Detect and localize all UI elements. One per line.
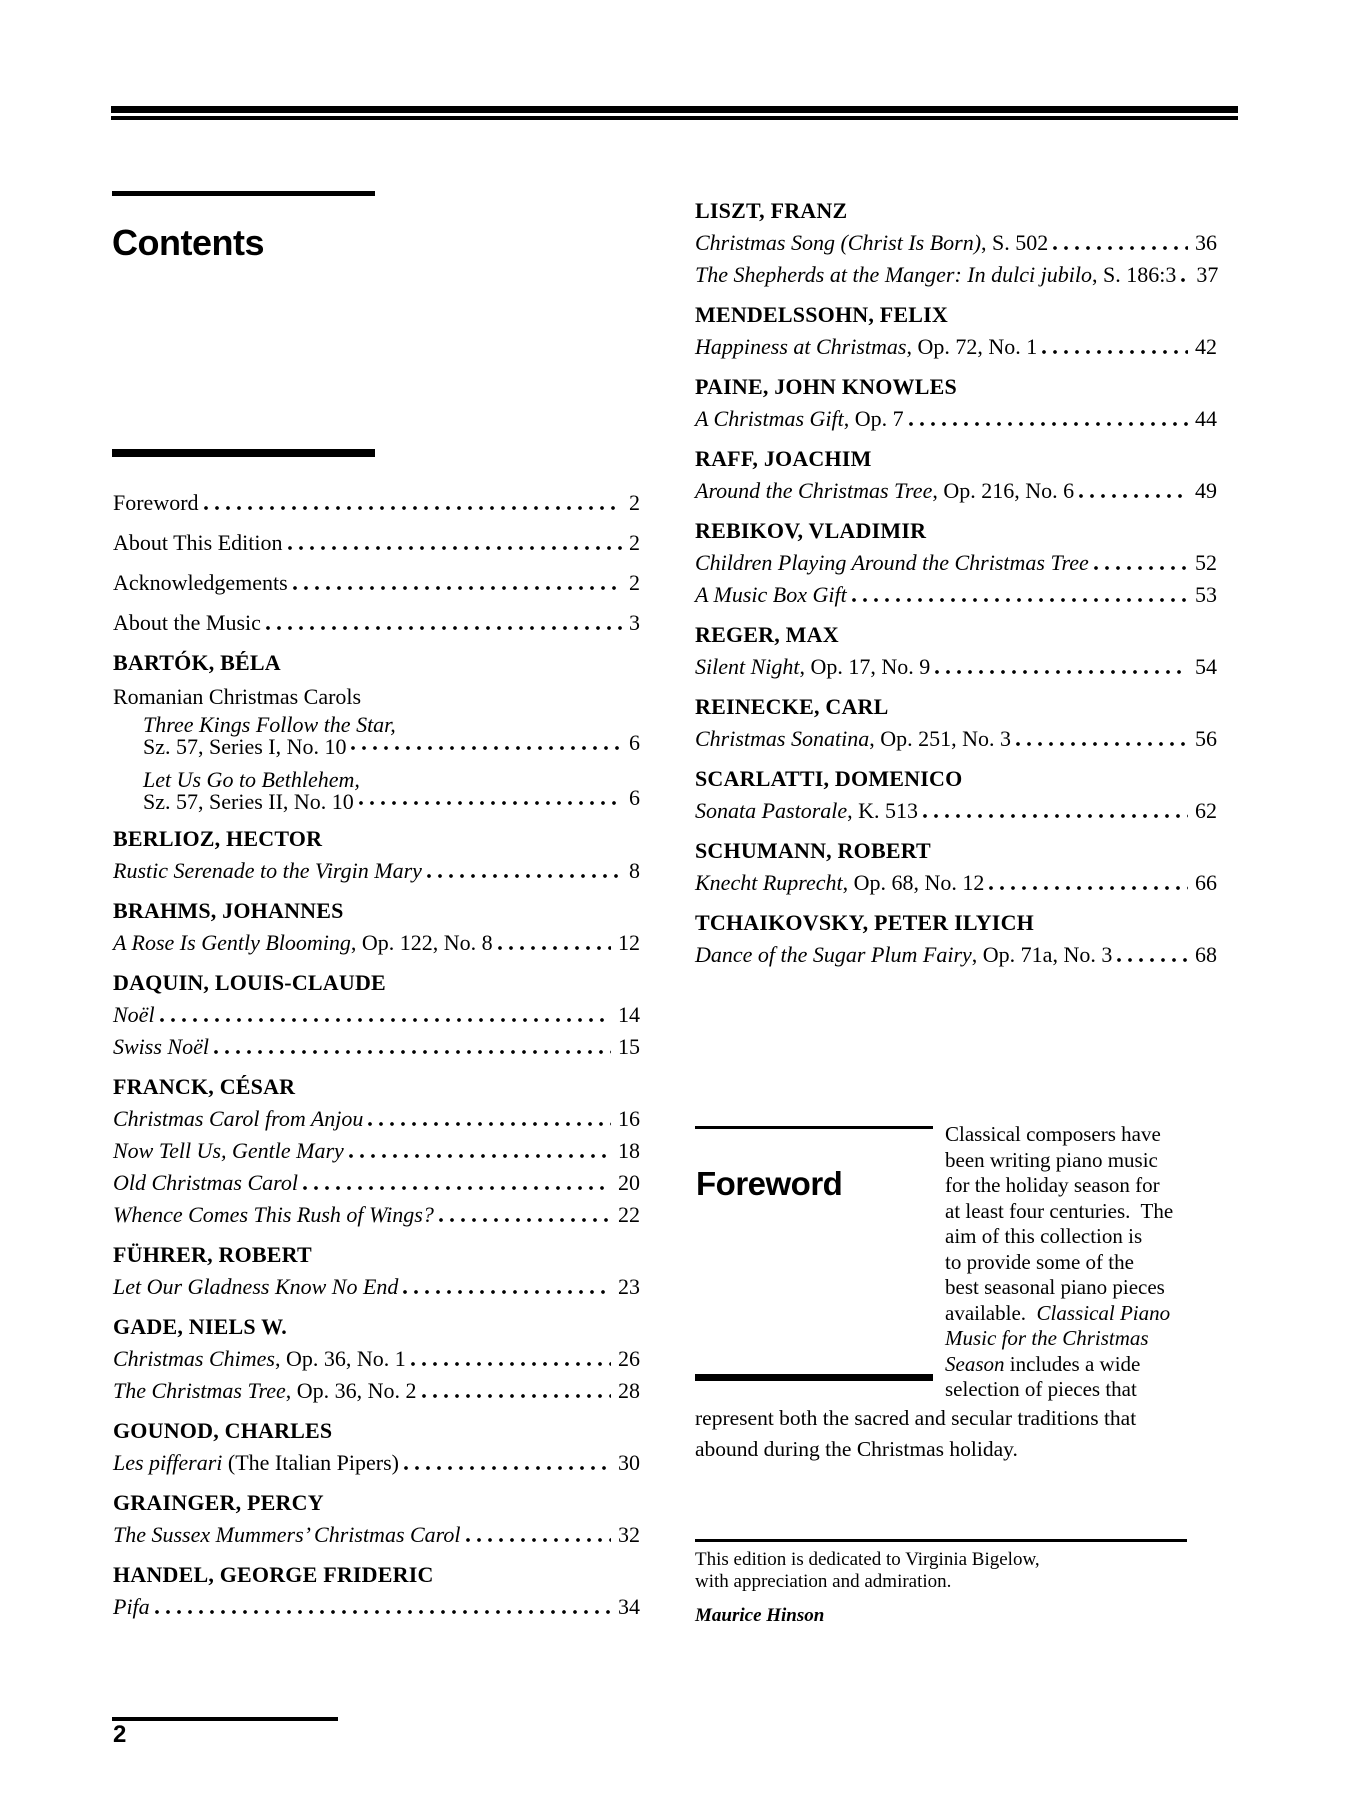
toc-front-label: Acknowledgements — [113, 570, 288, 595]
toc-composer-row — [695, 834, 1217, 866]
toc-work-row — [113, 1518, 640, 1550]
work-title: Sonata Pastorale — [695, 798, 848, 823]
work-title: Old Christmas Carol — [113, 1170, 299, 1195]
leader-dots — [155, 1610, 611, 1614]
leader-dots — [923, 814, 1188, 818]
leader-dots — [288, 546, 623, 550]
toc-composer-name: REINECKE, CARL — [695, 694, 889, 719]
foreword-text-segment: available. — [945, 1300, 1037, 1325]
leader-dots — [1094, 566, 1188, 570]
toc-composer-row — [695, 370, 1217, 402]
toc-composer-name: BRAHMS, JOHANNES — [113, 898, 344, 923]
leader-dots — [160, 1018, 611, 1022]
foreword-paragraph-line — [945, 1199, 1217, 1225]
page-ref: 12 — [618, 930, 640, 955]
toc-work-row — [113, 1374, 640, 1406]
foreword-text-segment: at least four centuries. The — [945, 1198, 1174, 1223]
toc-work-row — [695, 650, 1217, 682]
leader-dots — [266, 626, 622, 630]
foreword-paragraph-line — [945, 1148, 1217, 1174]
page-ref: 30 — [618, 1450, 640, 1475]
toc-composer-row — [695, 906, 1217, 938]
work-detail: , Op. 71a, No. 3 — [971, 942, 1113, 967]
work-title: Silent Night — [695, 654, 800, 679]
work-title: Pifa — [113, 1594, 150, 1619]
toc-rule — [112, 449, 375, 457]
toc-composer-name: SCARLATTI, DOMENICO — [695, 766, 963, 791]
page-ref: 42 — [1195, 334, 1217, 359]
toc-composer-row — [695, 618, 1217, 650]
work-detail: , K. 513 — [847, 798, 919, 823]
leader-dots — [204, 506, 622, 510]
toc-work-detail-row — [113, 785, 640, 814]
toc-work-row — [113, 998, 640, 1030]
toc-work-row — [113, 1270, 640, 1302]
page-ref: 14 — [618, 1002, 640, 1027]
toc-work-row — [113, 767, 640, 791]
toc-composer-name: SCHUMANN, ROBERT — [695, 838, 931, 863]
leader-dots — [1079, 494, 1188, 498]
work-title: A Christmas Gift — [695, 406, 844, 431]
toc-front-row — [113, 518, 640, 558]
foreword-text-segment: for the holiday season for — [945, 1173, 1160, 1197]
toc-work-row — [695, 330, 1217, 362]
toc-work-row — [695, 578, 1217, 610]
foreword-text-segment: best seasonal piano pieces — [945, 1275, 1165, 1299]
dedication-line: This edition is dedicated to Virginia Bigelow, — [695, 1549, 1040, 1570]
toc-work-row — [113, 1166, 640, 1198]
toc-composer-name: BARTÓK, BÉLA — [113, 650, 281, 675]
leader-dots — [404, 1466, 611, 1470]
toc-composer-row — [695, 514, 1217, 546]
work-title: Whence Comes This Rush of Wings? — [113, 1202, 434, 1227]
toc-composer-row — [695, 298, 1217, 330]
toc-work-row — [695, 258, 1217, 290]
toc-work-row — [695, 722, 1217, 754]
leader-dots — [422, 1394, 611, 1398]
toc-composer-name: DAQUIN, LOUIS-CLAUDE — [113, 970, 386, 995]
toc-work-row — [695, 794, 1217, 826]
page-ref: 52 — [1195, 550, 1217, 575]
work-detail: , Op. 216, No. 6 — [932, 478, 1075, 503]
toc-work-row — [113, 854, 640, 886]
page-ref: 23 — [618, 1274, 640, 1299]
toc-front-label: About the Music — [113, 610, 261, 635]
toc-composer-row — [113, 646, 640, 678]
toc-work-row — [113, 1198, 640, 1230]
top-double-rule — [111, 106, 1238, 120]
page-ref: 22 — [618, 1202, 640, 1227]
page-ref: 44 — [1195, 406, 1217, 431]
foreword-heading: Foreword — [696, 1165, 843, 1202]
toc-work-row — [695, 226, 1217, 258]
work-detail: , Op. 251, No. 3 — [869, 726, 1011, 751]
work-title: Let Us Go to Bethlehem, — [143, 767, 360, 792]
work-title: Happiness at Christmas — [695, 334, 907, 359]
work-title: Dance of the Sugar Plum Fairy — [695, 942, 972, 967]
leader-dots — [909, 422, 1188, 426]
page-ref: 28 — [618, 1378, 640, 1403]
work-title: The Shepherds at the Manger: In dulci jubilo — [695, 262, 1092, 287]
toc-composer-name: REGER, MAX — [695, 622, 839, 647]
work-title: Noël — [113, 1002, 155, 1027]
toc-left-column — [113, 478, 640, 1622]
foreword-paragraph-line — [945, 1301, 1217, 1327]
toc-work-row — [695, 474, 1217, 506]
work-title: Christmas Carol from Anjou — [113, 1106, 364, 1131]
page-ref: 53 — [1195, 582, 1217, 607]
page-ref: 54 — [1195, 654, 1217, 679]
leader-dots — [349, 1154, 611, 1158]
toc-work-row — [113, 1342, 640, 1374]
foreword-paragraph-line — [945, 1173, 1217, 1199]
leader-dots — [935, 670, 1188, 674]
work-title: Knecht Ruprecht — [695, 870, 843, 895]
toc-work-row — [695, 546, 1217, 578]
toc-composer-name: MENDELSSOHN, FELIX — [695, 302, 948, 327]
foreword-paragraph-line — [945, 1326, 1217, 1352]
foreword-text-segment: selection of pieces that — [945, 1377, 1137, 1401]
page-ref: 16 — [618, 1106, 640, 1131]
work-detail: , Op. 36, No. 1 — [274, 1346, 406, 1371]
folio-rule — [112, 1717, 338, 1721]
foreword-text-segment: Season — [945, 1351, 1005, 1376]
page-ref: 49 — [1195, 478, 1217, 503]
dedication-block — [695, 1539, 1187, 1627]
leader-dots — [293, 586, 622, 590]
page-ref: 37 — [1196, 262, 1219, 287]
leader-dots — [351, 746, 622, 750]
leader-dots — [1016, 742, 1188, 746]
work-detail: , Op. 36, No. 2 — [285, 1378, 417, 1403]
toc-right-column — [695, 194, 1217, 970]
work-title: A Rose Is Gently Blooming — [113, 930, 351, 955]
foreword-paragraph-line — [945, 1352, 1217, 1378]
leader-dots — [439, 1218, 611, 1222]
toc-front-row — [113, 598, 640, 638]
folio-number: 2 — [113, 1721, 126, 1748]
work-title: Three Kings Follow the Star, — [143, 712, 396, 737]
toc-composer-name: RAFF, JOACHIM — [695, 446, 872, 471]
work-title: Christmas Chimes — [113, 1346, 275, 1371]
toc-front-label: Foreword — [113, 490, 199, 515]
contents-heading: Contents — [112, 222, 264, 263]
toc-composer-name: BERLIOZ, HECTOR — [113, 826, 323, 851]
toc-composer-row — [113, 822, 640, 854]
page-ref: 3 — [629, 610, 640, 635]
foreword-paragraph-line — [945, 1224, 1217, 1250]
page-ref: 6 — [629, 785, 640, 810]
foreword-section — [695, 1122, 1217, 1692]
leader-dots — [411, 1362, 611, 1366]
dedication-line: with appreciation and admiration. — [695, 1571, 952, 1592]
toc-work-row — [695, 866, 1217, 898]
toc-composer-row — [113, 1310, 640, 1342]
leader-dots — [466, 1538, 611, 1542]
toc-composer-row — [113, 1414, 640, 1446]
work-detail: , Op. 122, No. 8 — [350, 930, 493, 955]
work-title: Now Tell Us, Gentle Mary — [113, 1138, 344, 1163]
foreword-paragraph-line — [945, 1250, 1217, 1276]
page-ref: 66 — [1195, 870, 1217, 895]
toc-composer-name: LISZT, FRANZ — [695, 198, 848, 223]
page-ref: 15 — [618, 1034, 640, 1059]
toc-composer-row — [113, 894, 640, 926]
leader-dots — [303, 1186, 611, 1190]
toc-front-label: About This Edition — [113, 530, 283, 555]
contents-rule — [112, 191, 375, 196]
work-detail: , Op. 17, No. 9 — [799, 654, 931, 679]
page-ref: 32 — [618, 1522, 640, 1547]
toc-work-row — [113, 926, 640, 958]
foreword-paragraph-line: represent both the sacred and secular traditions that — [695, 1406, 1137, 1430]
toc-composer-row — [113, 1558, 640, 1590]
work-detail: Sz. 57, Series II, No. 10 — [143, 789, 354, 814]
page-ref: 68 — [1195, 942, 1217, 967]
leader-dots — [989, 886, 1188, 890]
page-ref: 6 — [629, 730, 640, 755]
toc-composer-name: PAINE, JOHN KNOWLES — [695, 374, 957, 399]
leader-dots — [214, 1050, 611, 1054]
toc-work-row — [113, 1590, 640, 1622]
foreword-text-segment: Classical composers have — [945, 1122, 1161, 1146]
page-ref: 2 — [629, 530, 640, 555]
leader-dots — [1117, 958, 1188, 962]
leader-dots — [1053, 246, 1188, 250]
work-title: Les pifferari — [113, 1450, 223, 1475]
work-title: Around the Christmas Tree — [695, 478, 933, 503]
toc-work-row — [113, 712, 640, 736]
toc-composer-row — [113, 1238, 640, 1270]
toc-work-row — [695, 938, 1217, 970]
work-title: A Music Box Gift — [695, 582, 847, 607]
leader-dots — [1181, 278, 1189, 282]
dedication-author: Maurice Hinson — [695, 1605, 825, 1626]
toc-composer-name: FÜHRER, ROBERT — [113, 1242, 312, 1267]
work-title: Christmas Song (Christ Is Born) — [695, 230, 982, 255]
toc-composer-name: GOUNOD, CHARLES — [113, 1418, 333, 1443]
toc-front-row — [113, 558, 640, 598]
toc-work-row — [113, 1446, 640, 1478]
leader-dots — [427, 874, 622, 878]
foreword-paragraph-line: abound during the Christmas holiday. — [695, 1437, 1018, 1461]
toc-work-row — [113, 1102, 640, 1134]
page-ref: 62 — [1195, 798, 1217, 823]
work-title: Christmas Sonatina — [695, 726, 870, 751]
toc-work-detail-row — [113, 730, 640, 759]
foreword-text-segment: aim of this collection is — [945, 1224, 1143, 1248]
work-detail: , Op. 7 — [843, 406, 904, 431]
toc-composer-row — [695, 762, 1217, 794]
toc-composer-name: FRANCK, CÉSAR — [113, 1074, 296, 1099]
toc-composer-name: HANDEL, GEORGE FRIDERIC — [113, 1562, 434, 1587]
work-title: The Sussex Mummers’ Christmas Carol — [113, 1522, 461, 1547]
toc-composer-row — [113, 1486, 640, 1518]
toc-composer-row — [113, 1070, 640, 1102]
foreword-text-segment: Music for the Christmas — [945, 1326, 1149, 1350]
foreword-paragraph-line — [945, 1275, 1217, 1301]
work-detail: Sz. 57, Series I, No. 10 — [143, 734, 347, 759]
work-title: Let Our Gladness Know No End — [113, 1274, 399, 1299]
foreword-paragraph-line — [945, 1122, 1217, 1148]
foreword-paragraph-line — [945, 1377, 1217, 1403]
toc-work-row — [113, 1030, 640, 1062]
toc-composer-name: GRAINGER, PERCY — [113, 1490, 324, 1515]
page-ref: 8 — [629, 858, 640, 883]
foreword-text-segment: includes a wide — [1004, 1351, 1141, 1376]
work-title: The Christmas Tree — [113, 1378, 286, 1403]
work-title: Rustic Serenade to the Virgin Mary — [113, 858, 422, 883]
dedication-rule — [695, 1539, 1187, 1542]
leader-dots — [1042, 350, 1188, 354]
work-detail: , Op. 68, No. 12 — [842, 870, 985, 895]
page-ref: 20 — [618, 1170, 640, 1195]
foreword-heading-box — [695, 1126, 933, 1381]
foreword-text-segment: Classical Piano — [1036, 1300, 1171, 1325]
toc-composer-row — [113, 966, 640, 998]
leader-dots — [359, 801, 622, 805]
foreword-text-segment: to provide some of the — [945, 1249, 1134, 1274]
work-detail: , S. 502 — [981, 230, 1049, 255]
toc-subheading: Romanian Christmas Carols — [113, 684, 362, 709]
toc-subheading-row — [113, 680, 640, 712]
toc-composer-name: REBIKOV, VLADIMIR — [695, 518, 927, 543]
page-ref: 56 — [1195, 726, 1217, 751]
foreword-paragraph-fullwidth — [695, 1403, 1217, 1465]
work-detail: , Op. 72, No. 1 — [906, 334, 1038, 359]
leader-dots — [852, 598, 1188, 602]
leader-dots — [368, 1122, 611, 1126]
work-title: Children Playing Around the Christmas Tree — [695, 550, 1089, 575]
foreword-text-segment: been writing piano music — [945, 1147, 1158, 1172]
page-ref: 36 — [1195, 230, 1217, 255]
toc-work-row — [695, 402, 1217, 434]
toc-composer-row — [695, 690, 1217, 722]
leader-dots — [498, 946, 611, 950]
page-ref: 26 — [618, 1346, 640, 1371]
page-ref: 2 — [629, 490, 640, 515]
page-ref: 34 — [618, 1594, 640, 1619]
toc-work-row — [113, 1134, 640, 1166]
toc-composer-row — [695, 194, 1217, 226]
work-title: Swiss Noël — [113, 1034, 209, 1059]
foreword-paragraph-column — [945, 1122, 1217, 1403]
page-ref: 18 — [618, 1138, 640, 1163]
work-detail: , S. 186:3 — [1091, 262, 1177, 287]
toc-composer-name: GADE, NIELS W. — [113, 1314, 287, 1339]
leader-dots — [403, 1290, 611, 1294]
toc-composer-row — [695, 442, 1217, 474]
toc-front-row — [113, 478, 640, 518]
page-ref: 2 — [629, 570, 640, 595]
work-detail: (The Italian Pipers) — [222, 1450, 399, 1475]
toc-composer-name: TCHAIKOVSKY, PETER ILYICH — [695, 910, 1034, 935]
